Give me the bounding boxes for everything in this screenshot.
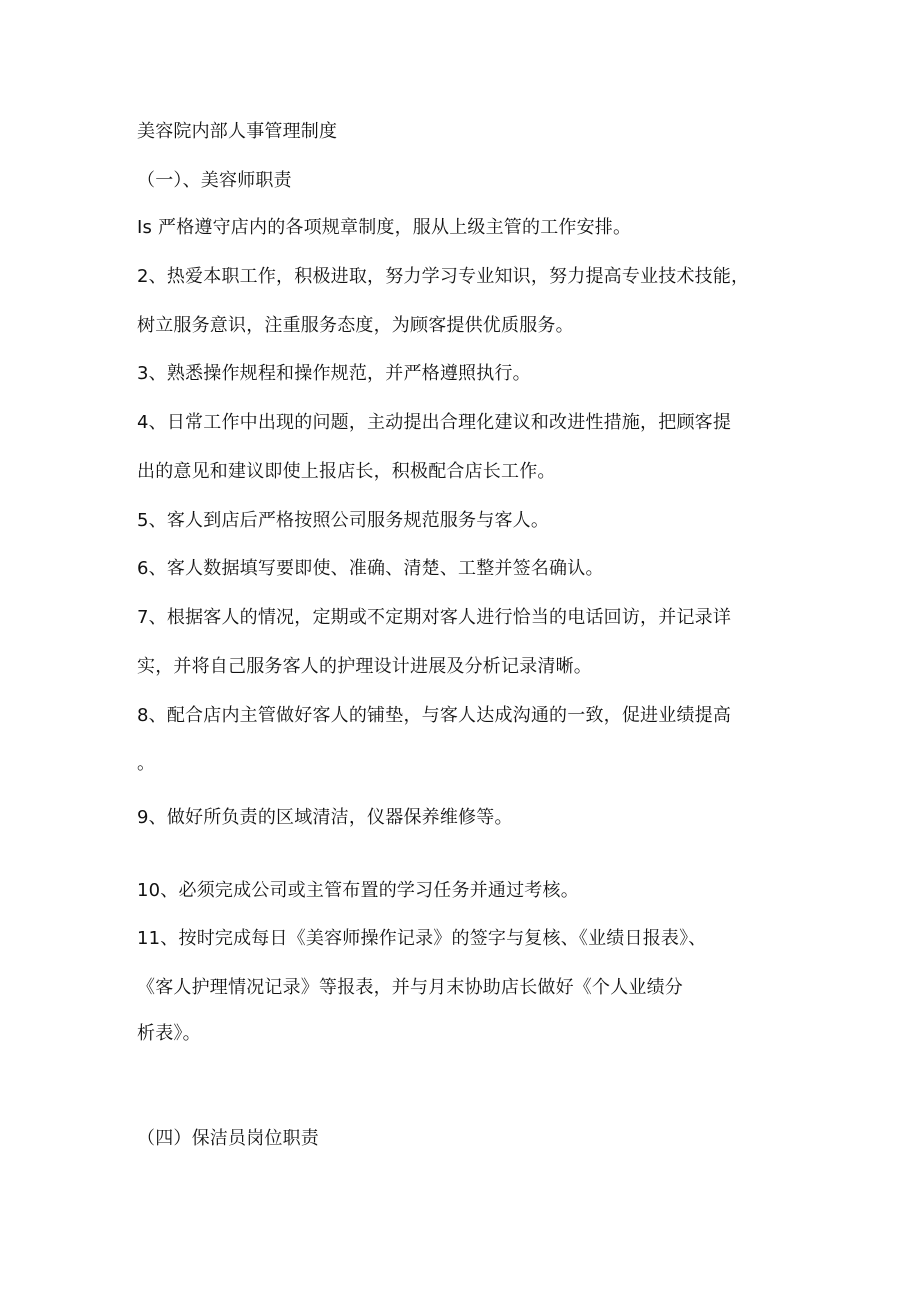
duty-line-2-continued: 树立服务意识，注重服务态度，为顾客提供优质服务。 — [137, 315, 574, 336]
section-heading-cleaner-duties: （四）保洁员岗位职责 — [137, 1128, 319, 1149]
duty-line-11-end: 析表》。 — [137, 1023, 201, 1044]
duty-line-8-continued: 。 — [137, 753, 156, 774]
duty-line-4: 4、日常工作中出现的问题，主动提出合理化建议和改进性措施，把顾客提 — [137, 412, 732, 433]
duty-line-8: 8、配合店内主管做好客人的铺垫，与客人达成沟通的一致，促进业绩提高 — [137, 705, 732, 726]
duty-line-7: 7、根据客人的情况，定期或不定期对客人进行恰当的电话回访，并记录详 — [137, 607, 732, 628]
duty-line-11-continued: 《客人护理情况记录》等报表，并与月末协助店长做好《个人业绩分 — [137, 977, 683, 998]
duty-line-1: Is 严格遵守店内的各项规章制度，服从上级主管的工作安排。 — [137, 217, 632, 238]
duty-line-2: 2、热爱本职工作，积极进取，努力学习专业知识，努力提高专业技术技能， — [137, 266, 750, 287]
duty-line-11: 11、按时完成每日《美容师操作记录》的签字与复核、《业绩日报表》、 — [137, 928, 707, 949]
duty-line-5: 5、客人到店后严格按照公司服务规范服务与客人。 — [137, 510, 550, 531]
document-title: 美容院内部人事管理制度 — [137, 121, 338, 142]
section-heading-beautician-duties: （一）、美容师职责 — [137, 170, 292, 191]
duty-line-10: 10、必须完成公司或主管布置的学习任务并通过考核。 — [137, 880, 579, 901]
duty-line-6: 6、客人数据填写要即使、准确、清楚、工整并签名确认。 — [137, 558, 604, 579]
duty-line-4-continued: 出的意见和建议即使上报店长，积极配合店长工作。 — [137, 461, 556, 482]
duty-line-9: 9、做好所负责的区域清洁，仪器保养维修等。 — [137, 807, 513, 828]
duty-line-7-continued: 实，并将自己服务客人的护理设计进展及分析记录清晰。 — [137, 656, 592, 677]
duty-line-3: 3、熟悉操作规程和操作规范，并严格遵照执行。 — [137, 363, 531, 384]
